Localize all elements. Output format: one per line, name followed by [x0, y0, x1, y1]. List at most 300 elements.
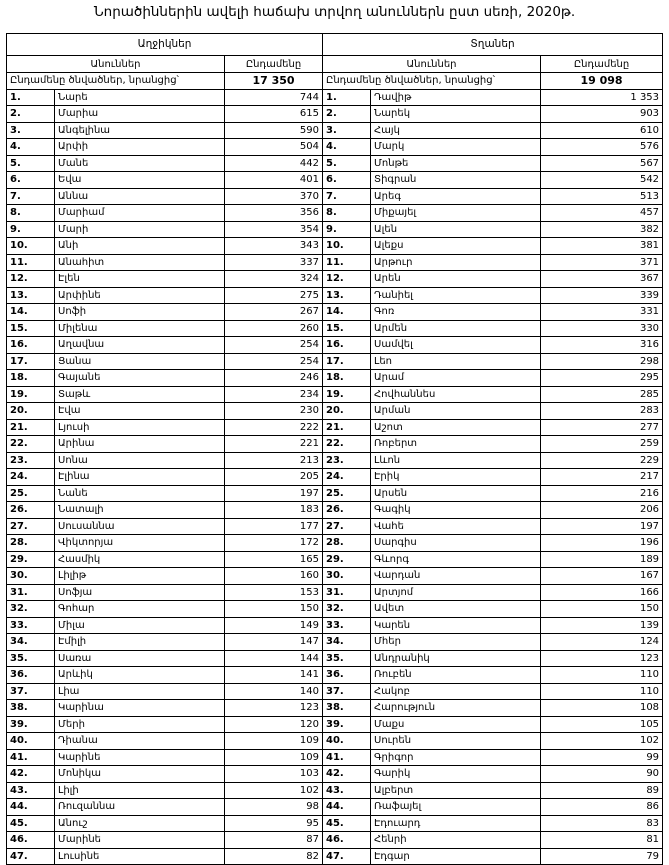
- girls-name: Միլենա: [55, 320, 225, 337]
- table-row: [7, 221, 663, 238]
- girls-name: Միլա: [55, 617, 225, 634]
- group-header-row: [7, 34, 663, 56]
- boys-name: Արթուր: [371, 254, 541, 271]
- boys-count: 259: [541, 436, 663, 453]
- girls-name: Գոհար: [55, 601, 225, 618]
- boys-count: 89: [541, 782, 663, 799]
- boys-rank: 17.: [323, 353, 371, 370]
- girls-name: Եվա: [55, 172, 225, 189]
- boys-rank: 7.: [323, 188, 371, 205]
- girls-count: 177: [225, 518, 323, 535]
- table-row: [7, 716, 663, 733]
- boys-rank: 32.: [323, 601, 371, 618]
- boys-name: Տիգրան: [371, 172, 541, 189]
- girls-count: 267: [225, 304, 323, 321]
- girls-count: 98: [225, 799, 323, 816]
- girls-rank: 41.: [7, 749, 55, 766]
- boys-count: 298: [541, 353, 663, 370]
- girls-rank: 17.: [7, 353, 55, 370]
- girls-name: Կարինե: [55, 749, 225, 766]
- boys-name: Սարգիս: [371, 535, 541, 552]
- boys-count: 217: [541, 469, 663, 486]
- boys-rank: 9.: [323, 221, 371, 238]
- boys-rank: 29.: [323, 551, 371, 568]
- girls-rank: 26.: [7, 502, 55, 519]
- table-row: [7, 469, 663, 486]
- girls-count: 82: [225, 848, 323, 865]
- table-row: [7, 700, 663, 717]
- boys-count: 285: [541, 386, 663, 403]
- boys-name: Լևոն: [371, 452, 541, 469]
- girls-count: 140: [225, 683, 323, 700]
- table-row: [7, 733, 663, 750]
- boys-rank: 10.: [323, 238, 371, 255]
- boys-header: Տղաներ: [323, 34, 663, 56]
- boys-count: 513: [541, 188, 663, 205]
- girls-count: 103: [225, 766, 323, 783]
- girls-rank: 22.: [7, 436, 55, 453]
- page-title: Նորածիններին ավելի հաճախ տրվող անուններն ըստ սեռի, 2020թ.: [93, 4, 576, 20]
- boys-count: 371: [541, 254, 663, 271]
- boys-count: 331: [541, 304, 663, 321]
- girls-name: Նարե: [55, 89, 225, 106]
- table-row: [7, 749, 663, 766]
- boys-count: 382: [541, 221, 663, 238]
- table-row: [7, 452, 663, 469]
- table-row: [7, 106, 663, 123]
- girls-rank: 30.: [7, 568, 55, 585]
- boys-name: Մհեր: [371, 634, 541, 651]
- girls-count: 337: [225, 254, 323, 271]
- girls-name: Լուսինե: [55, 848, 225, 865]
- boys-count: 457: [541, 205, 663, 222]
- girls-count-col-header: Ընդամենը: [225, 56, 323, 73]
- boys-name: Ալբերտ: [371, 782, 541, 799]
- girls-count: 221: [225, 436, 323, 453]
- table-row: [7, 353, 663, 370]
- boys-rank: 4.: [323, 139, 371, 156]
- table-row: [7, 271, 663, 288]
- boys-name: Ռոբերտ: [371, 436, 541, 453]
- boys-rank: 14.: [323, 304, 371, 321]
- boys-count: 110: [541, 683, 663, 700]
- girls-name: Անի: [55, 238, 225, 255]
- boys-rank: 28.: [323, 535, 371, 552]
- boys-rank: 26.: [323, 502, 371, 519]
- girls-rank: 39.: [7, 716, 55, 733]
- girls-rank: 47.: [7, 848, 55, 865]
- table-row: [7, 304, 663, 321]
- girls-name: Մանե: [55, 155, 225, 172]
- girls-name: Լիլի: [55, 782, 225, 799]
- table-row: [7, 584, 663, 601]
- girls-total-value: 17 350: [225, 73, 323, 90]
- girls-count: 183: [225, 502, 323, 519]
- girls-rank: 10.: [7, 238, 55, 255]
- boys-count: 277: [541, 419, 663, 436]
- boys-name: Դավիթ: [371, 89, 541, 106]
- boys-name: Մաքս: [371, 716, 541, 733]
- boys-count: 124: [541, 634, 663, 651]
- table-row: [7, 799, 663, 816]
- table-row: [7, 634, 663, 651]
- girls-count: 222: [225, 419, 323, 436]
- boys-name: Արամ: [371, 370, 541, 387]
- table-row: [7, 370, 663, 387]
- girls-count: 149: [225, 617, 323, 634]
- names-table: [6, 33, 663, 865]
- girls-rank: 45.: [7, 815, 55, 832]
- girls-count: 254: [225, 337, 323, 354]
- girls-name: Ռուզաննա: [55, 799, 225, 816]
- girls-count: 744: [225, 89, 323, 106]
- girls-rank: 8.: [7, 205, 55, 222]
- girls-rank: 46.: [7, 832, 55, 849]
- girls-name-col-header: Անուններ: [7, 56, 225, 73]
- girls-name: Էլինա: [55, 469, 225, 486]
- girls-name: Սոֆյա: [55, 584, 225, 601]
- girls-name: Հասմիկ: [55, 551, 225, 568]
- boys-rank: 22.: [323, 436, 371, 453]
- boys-name: Արեգ: [371, 188, 541, 205]
- table-row: [7, 667, 663, 684]
- girls-count: 160: [225, 568, 323, 585]
- girls-count: 343: [225, 238, 323, 255]
- boys-name: Անդրանիկ: [371, 650, 541, 667]
- girls-count: 123: [225, 700, 323, 717]
- boys-count: 102: [541, 733, 663, 750]
- girls-rank: 37.: [7, 683, 55, 700]
- column-header-row: [7, 56, 663, 73]
- girls-count: 172: [225, 535, 323, 552]
- boys-name: Ավետ: [371, 601, 541, 618]
- girls-name: Տաթև: [55, 386, 225, 403]
- girls-count: 141: [225, 667, 323, 684]
- boys-name: Ռուբեն: [371, 667, 541, 684]
- boys-rank: 40.: [323, 733, 371, 750]
- boys-count-col-header: Ընդամենը: [541, 56, 663, 73]
- girls-name: Լյուսի: [55, 419, 225, 436]
- boys-rank: 20.: [323, 403, 371, 420]
- table-row: [7, 139, 663, 156]
- girls-name: Էվա: [55, 403, 225, 420]
- boys-count: 610: [541, 122, 663, 139]
- boys-rank: 6.: [323, 172, 371, 189]
- boys-count: 330: [541, 320, 663, 337]
- girls-name: Անահիտ: [55, 254, 225, 271]
- boys-count: 229: [541, 452, 663, 469]
- boys-rank: 15.: [323, 320, 371, 337]
- boys-name: Սամվել: [371, 337, 541, 354]
- boys-rank: 41.: [323, 749, 371, 766]
- girls-count: 147: [225, 634, 323, 651]
- girls-total-label: Ընդամենը ծնվածներ, նրանցից՝: [7, 73, 225, 90]
- girls-rank: 29.: [7, 551, 55, 568]
- girls-count: 504: [225, 139, 323, 156]
- boys-count: 83: [541, 815, 663, 832]
- boys-count: 166: [541, 584, 663, 601]
- girls-rank: 35.: [7, 650, 55, 667]
- boys-count: 196: [541, 535, 663, 552]
- table-row: [7, 386, 663, 403]
- table-row: [7, 485, 663, 502]
- boys-rank: 27.: [323, 518, 371, 535]
- girls-count: 354: [225, 221, 323, 238]
- boys-name: Էդգար: [371, 848, 541, 865]
- boys-count: 542: [541, 172, 663, 189]
- girls-rank: 11.: [7, 254, 55, 271]
- boys-name: Լեո: [371, 353, 541, 370]
- girls-name: Կարինա: [55, 700, 225, 717]
- boys-count: 105: [541, 716, 663, 733]
- boys-rank: 3.: [323, 122, 371, 139]
- girls-rank: 43.: [7, 782, 55, 799]
- table-row: [7, 650, 663, 667]
- boys-name: Հայկ: [371, 122, 541, 139]
- boys-rank: 34.: [323, 634, 371, 651]
- boys-name: Հենրի: [371, 832, 541, 849]
- boys-count: 1 353: [541, 89, 663, 106]
- boys-count: 110: [541, 667, 663, 684]
- boys-rank: 12.: [323, 271, 371, 288]
- girls-name: Նանե: [55, 485, 225, 502]
- boys-count: 189: [541, 551, 663, 568]
- girls-rank: 15.: [7, 320, 55, 337]
- boys-count: 283: [541, 403, 663, 420]
- girls-name: Գայանե: [55, 370, 225, 387]
- girls-rank: 34.: [7, 634, 55, 651]
- girls-rank: 13.: [7, 287, 55, 304]
- girls-count: 144: [225, 650, 323, 667]
- boys-rank: 46.: [323, 832, 371, 849]
- table-row: [7, 617, 663, 634]
- boys-count: 216: [541, 485, 663, 502]
- girls-name: Էմիլի: [55, 634, 225, 651]
- table-row: [7, 535, 663, 552]
- boys-rank: 45.: [323, 815, 371, 832]
- table-row: [7, 848, 663, 865]
- girls-count: 205: [225, 469, 323, 486]
- girls-name: Աղավնա: [55, 337, 225, 354]
- table-row: [7, 155, 663, 172]
- table-row: [7, 320, 663, 337]
- girls-rank: 9.: [7, 221, 55, 238]
- boys-total-value: 19 098: [541, 73, 663, 90]
- girls-name: Մոնիկա: [55, 766, 225, 783]
- boys-rank: 25.: [323, 485, 371, 502]
- boys-rank: 8.: [323, 205, 371, 222]
- boys-rank: 30.: [323, 568, 371, 585]
- boys-count: 295: [541, 370, 663, 387]
- boys-name-col-header: Անուններ: [323, 56, 541, 73]
- boys-name: Մոնթե: [371, 155, 541, 172]
- boys-name: Գագիկ: [371, 502, 541, 519]
- girls-count: 356: [225, 205, 323, 222]
- girls-name: Մերի: [55, 716, 225, 733]
- girls-count: 153: [225, 584, 323, 601]
- boys-rank: 43.: [323, 782, 371, 799]
- girls-name: Մարիա: [55, 106, 225, 123]
- girls-rank: 14.: [7, 304, 55, 321]
- boys-name: Դանիել: [371, 287, 541, 304]
- boys-name: Նարեկ: [371, 106, 541, 123]
- boys-name: Գարիկ: [371, 766, 541, 783]
- girls-count: 370: [225, 188, 323, 205]
- boys-count: 99: [541, 749, 663, 766]
- table-row: [7, 419, 663, 436]
- boys-name: Արեն: [371, 271, 541, 288]
- girls-name: Մարի: [55, 221, 225, 238]
- boys-name: Աշոտ: [371, 419, 541, 436]
- girls-count: 213: [225, 452, 323, 469]
- girls-count: 260: [225, 320, 323, 337]
- girls-count: 87: [225, 832, 323, 849]
- boys-count: 339: [541, 287, 663, 304]
- boys-rank: 44.: [323, 799, 371, 816]
- boys-count: 79: [541, 848, 663, 865]
- boys-count: 316: [541, 337, 663, 354]
- girls-name: Ցանա: [55, 353, 225, 370]
- girls-rank: 24.: [7, 469, 55, 486]
- boys-name: Հակոբ: [371, 683, 541, 700]
- boys-count: 167: [541, 568, 663, 585]
- girls-count: 197: [225, 485, 323, 502]
- boys-name: Արման: [371, 403, 541, 420]
- boys-count: 90: [541, 766, 663, 783]
- boys-rank: 18.: [323, 370, 371, 387]
- girls-name: Սառա: [55, 650, 225, 667]
- girls-count: 246: [225, 370, 323, 387]
- table-row: [7, 551, 663, 568]
- girls-rank: 25.: [7, 485, 55, 502]
- boys-rank: 23.: [323, 452, 371, 469]
- table-row: [7, 122, 663, 139]
- boys-rank: 37.: [323, 683, 371, 700]
- girls-name: Մարինե: [55, 832, 225, 849]
- boys-count: 567: [541, 155, 663, 172]
- boys-name: Արսեն: [371, 485, 541, 502]
- girls-rank: 16.: [7, 337, 55, 354]
- girls-rank: 21.: [7, 419, 55, 436]
- boys-rank: 11.: [323, 254, 371, 271]
- table-row: [7, 254, 663, 271]
- girls-name: Լիա: [55, 683, 225, 700]
- girls-name: Արփինե: [55, 287, 225, 304]
- girls-name: Լիլիթ: [55, 568, 225, 585]
- boys-name: Հովհաննես: [371, 386, 541, 403]
- table-row: [7, 89, 663, 106]
- girls-count: 254: [225, 353, 323, 370]
- girls-name: Արևիկ: [55, 667, 225, 684]
- boys-rank: 19.: [323, 386, 371, 403]
- boys-rank: 13.: [323, 287, 371, 304]
- table-row: [7, 502, 663, 519]
- boys-name: Արտյոմ: [371, 584, 541, 601]
- table-row: [7, 683, 663, 700]
- girls-rank: 20.: [7, 403, 55, 420]
- boys-rank: 2.: [323, 106, 371, 123]
- table-row: [7, 832, 663, 849]
- girls-name: Անուշ: [55, 815, 225, 832]
- girls-rank: 5.: [7, 155, 55, 172]
- boys-count: 108: [541, 700, 663, 717]
- girls-rank: 40.: [7, 733, 55, 750]
- girls-count: 95: [225, 815, 323, 832]
- names-table-body: [7, 34, 663, 865]
- girls-count: 150: [225, 601, 323, 618]
- girls-count: 615: [225, 106, 323, 123]
- girls-name: Էլեն: [55, 271, 225, 288]
- boys-name: Վահե: [371, 518, 541, 535]
- boys-rank: 38.: [323, 700, 371, 717]
- table-row: [7, 287, 663, 304]
- boys-count: 197: [541, 518, 663, 535]
- boys-rank: 1.: [323, 89, 371, 106]
- table-row: [7, 815, 663, 832]
- girls-count: 165: [225, 551, 323, 568]
- boys-name: Էդուարդ: [371, 815, 541, 832]
- table-row: [7, 568, 663, 585]
- girls-count: 102: [225, 782, 323, 799]
- girls-count: 401: [225, 172, 323, 189]
- girls-rank: 4.: [7, 139, 55, 156]
- boys-name: Գևորգ: [371, 551, 541, 568]
- boys-count: 576: [541, 139, 663, 156]
- girls-header: Աղջիկներ: [7, 34, 323, 56]
- boys-count: 81: [541, 832, 663, 849]
- girls-rank: 1.: [7, 89, 55, 106]
- boys-count: 139: [541, 617, 663, 634]
- boys-count: 903: [541, 106, 663, 123]
- girls-count: 324: [225, 271, 323, 288]
- boys-rank: 16.: [323, 337, 371, 354]
- girls-rank: 32.: [7, 601, 55, 618]
- girls-name: Արինա: [55, 436, 225, 453]
- girls-rank: 7.: [7, 188, 55, 205]
- boys-name: Էրիկ: [371, 469, 541, 486]
- table-row: [7, 766, 663, 783]
- boys-name: Գոռ: [371, 304, 541, 321]
- girls-rank: 44.: [7, 799, 55, 816]
- boys-total-label: Ընդամենը ծնվածներ, նրանցից՝: [323, 73, 541, 90]
- boys-name: Գրիգոր: [371, 749, 541, 766]
- boys-name: Ռաֆայել: [371, 799, 541, 816]
- total-row: [7, 73, 663, 90]
- boys-rank: 5.: [323, 155, 371, 172]
- table-row: [7, 782, 663, 799]
- boys-name: Վարդան: [371, 568, 541, 585]
- table-row: [7, 205, 663, 222]
- boys-count: 367: [541, 271, 663, 288]
- girls-name: Նատալի: [55, 502, 225, 519]
- girls-rank: 12.: [7, 271, 55, 288]
- boys-rank: 36.: [323, 667, 371, 684]
- girls-rank: 23.: [7, 452, 55, 469]
- girls-count: 234: [225, 386, 323, 403]
- girls-name: Սոնա: [55, 452, 225, 469]
- girls-name: Մարիամ: [55, 205, 225, 222]
- table-row: [7, 172, 663, 189]
- girls-rank: 18.: [7, 370, 55, 387]
- girls-count: 590: [225, 122, 323, 139]
- boys-name: Հարություն: [371, 700, 541, 717]
- boys-name: Միքայել: [371, 205, 541, 222]
- table-row: [7, 518, 663, 535]
- boys-count: 206: [541, 502, 663, 519]
- girls-name: Սուսաննա: [55, 518, 225, 535]
- boys-rank: 24.: [323, 469, 371, 486]
- girls-rank: 31.: [7, 584, 55, 601]
